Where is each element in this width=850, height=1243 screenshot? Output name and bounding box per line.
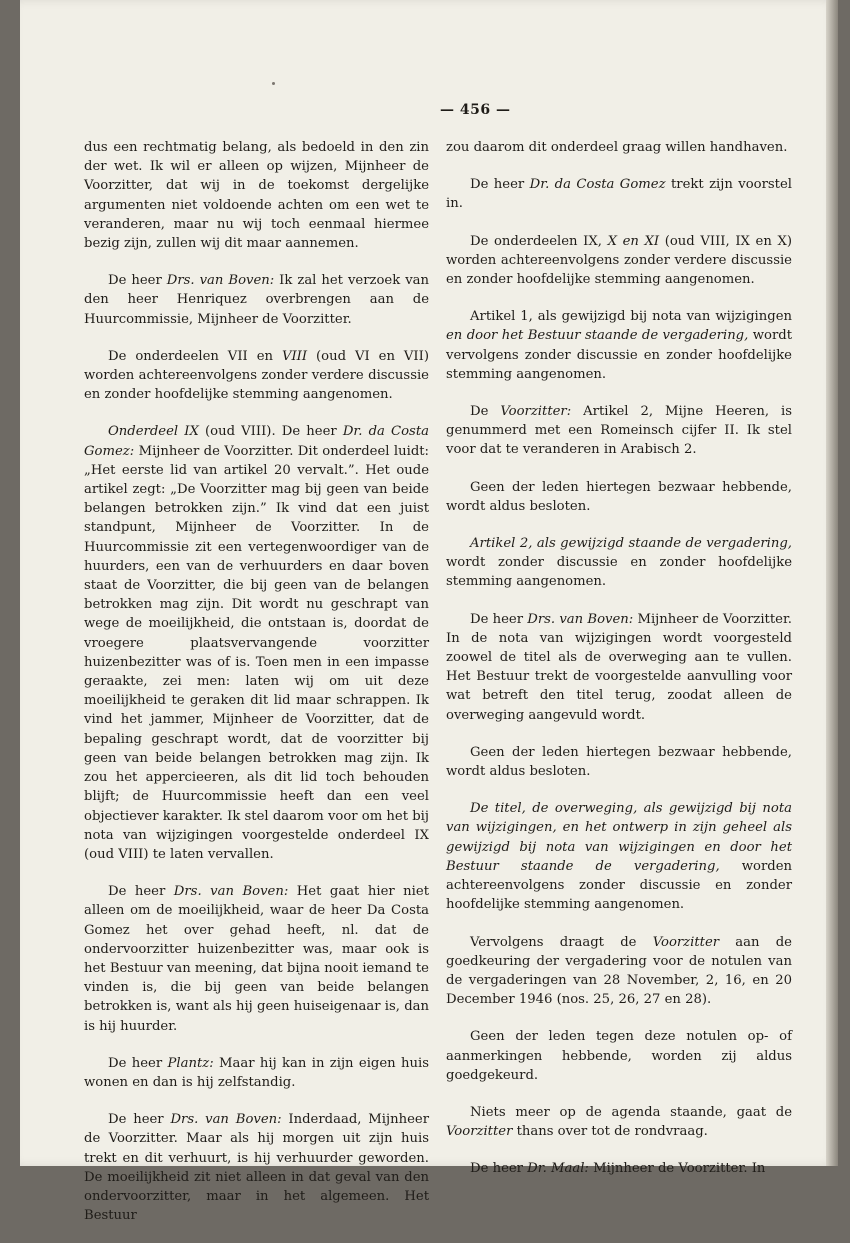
text-run: (oud VIII, IX en X) worden achtereenvolgens zonder verdere discussie en zonder hoofdelijke stemming aangenomen. bbox=[446, 233, 792, 288]
text-run: Inderdaad, Mijnheer de Voorzitter. Maar als hij morgen uit zijn huis trekt en dit verhuurt, is hij verhuurder geworden. De moeilijkheid zit niet alleen in dat geval van den ondervoorzitter, maar in het algemeen. Het Bestuur bbox=[84, 1112, 429, 1224]
page-edge-shadow bbox=[826, 0, 838, 1166]
paragraph bbox=[84, 347, 429, 405]
italic-text: Dr. da Costa Gomez: bbox=[84, 424, 429, 459]
paragraph bbox=[446, 610, 792, 725]
text-run: (oud VI en VII) worden achtereenvolgens zonder verdere discussie en zonder hoofdelijke stemming aangenomen. bbox=[84, 348, 429, 403]
text-run: De heer bbox=[470, 177, 530, 193]
text-run: thans over tot de rondvraag. bbox=[512, 1124, 708, 1140]
text-run: Vervolgens draagt de bbox=[470, 934, 653, 950]
paragraph bbox=[446, 1159, 792, 1178]
text-run: Geen der leden tegen deze notulen op- of aanmerkingen hebbende, worden zij aldus goedgekeurd. bbox=[446, 1029, 792, 1083]
paragraph bbox=[446, 799, 792, 914]
text-run: worden achtereenvolgens zonder discussie en zonder hoofdelijke stemming aangenomen. bbox=[446, 858, 792, 913]
italic-text: en door het Bestuur staande de vergadering, bbox=[446, 328, 749, 344]
italic-text: Dr. da Costa Gomez bbox=[529, 177, 666, 193]
text-run: Het gaat hier niet alleen om de moeilijkheid, waar de heer Da Costa Gomez het over gehad heeft, nl. dat de ondervoorzitter huizenbezitter was, maar ook is het Bestuur van meening, dat bijna nooit iemand te vinden is, die bij geen van beide belangen betrokken is, want als hij geen huiseigenaar is, dan is hij huurder. bbox=[84, 884, 429, 1034]
text-run: dus een rechtmatig belang, als bedoeld in den zin der wet. Ik wil er alleen op wijzen, Mijnheer de Voorzitter, dat wij in de toekomst dergelijke argumenten niet voldoende achten om een wet te veranderen, maar nu wij toch eenmaal hiermee bezig zijn, zullen wij dit maar aannemen. bbox=[84, 140, 429, 252]
paragraph bbox=[446, 1027, 792, 1085]
paragraph bbox=[446, 402, 792, 460]
right-column bbox=[446, 138, 792, 1197]
italic-text: Onderdeel IX bbox=[108, 424, 199, 440]
text-run: De onderdeelen VII en bbox=[108, 348, 282, 364]
text-run: Niets meer op de agenda staande, gaat de bbox=[470, 1104, 792, 1120]
text-run: Ik zal het verzoek van den heer Henriquez overbrengen aan de Huurcommissie, Mijnheer de Voorzitter. bbox=[84, 273, 429, 327]
italic-text: Voorzitter bbox=[446, 1124, 513, 1140]
paragraph bbox=[446, 175, 792, 213]
text-run: De heer bbox=[108, 273, 167, 289]
text-run: De heer bbox=[470, 611, 528, 627]
paragraph bbox=[84, 1054, 429, 1092]
paragraph bbox=[446, 933, 792, 1010]
italic-text: Drs. van Boven: bbox=[173, 884, 289, 900]
italic-text: De titel, de overweging, als gewijzigd bij nota van wijzigingen, en het ontwerp in zijn geheel als gewijzigd bij nota van wijzigingen en door het Bestuur staande de vergadering, bbox=[446, 801, 792, 874]
paragraph bbox=[84, 882, 429, 1036]
text-run: De heer bbox=[470, 1161, 528, 1177]
paragraph bbox=[446, 534, 792, 592]
text-run: zou daarom dit onderdeel graag willen handhaven. bbox=[446, 140, 788, 155]
italic-text: Drs. van Boven: bbox=[527, 611, 634, 627]
italic-text: Dr. Maal: bbox=[527, 1161, 589, 1177]
text-run: Maar hij kan in zijn eigen huis wonen en dan is hij zelfstandig. bbox=[84, 1055, 429, 1090]
italic-text: VIII bbox=[281, 348, 308, 364]
italic-text: X en XI bbox=[607, 233, 660, 249]
paragraph bbox=[84, 1110, 429, 1225]
text-run: Artikel 1, als gewijzigd bij nota van wijzigingen bbox=[470, 309, 792, 325]
text-run: De heer bbox=[108, 1112, 171, 1128]
paragraph bbox=[446, 743, 792, 781]
paragraph bbox=[84, 271, 429, 329]
paragraph bbox=[446, 307, 792, 384]
text-run: trekt zijn voorstel in. bbox=[446, 177, 792, 212]
italic-text: Voorzitter bbox=[652, 934, 720, 950]
italic-text: Drs. van Boven: bbox=[170, 1112, 282, 1128]
italic-text: Drs. van Boven: bbox=[166, 273, 275, 289]
text-run: De heer bbox=[108, 1055, 168, 1071]
page-number: — 456 — bbox=[440, 102, 511, 118]
paragraph bbox=[446, 1103, 792, 1141]
text-run: aan de goedkeuring der vergadering voor de notulen van de vergaderingen van 28 November, 2, 16, en 20 December 1946 (nos. 25, 26, 27 en 28). bbox=[446, 934, 792, 1008]
text-run: wordt vervolgens zonder discussie en zonder hoofdelijke stemming aangenomen. bbox=[446, 328, 793, 382]
text-run: wordt zonder discussie en zonder hoofdelijke stemming aangenomen. bbox=[446, 555, 792, 590]
document-page bbox=[20, 0, 838, 1224]
text-run: De bbox=[470, 404, 501, 420]
paragraph bbox=[446, 232, 792, 290]
paragraph bbox=[84, 138, 429, 253]
paragraph bbox=[84, 422, 429, 864]
text-run: Mijnheer de Voorzitter. In bbox=[588, 1161, 766, 1177]
text-run: De onderdeelen IX, bbox=[470, 233, 608, 249]
text-run: Artikel 2, Mijne Heeren, is genummerd met een Romeinsch cijfer II. Ik stel voor dat te veranderen in Arabisch 2. bbox=[446, 404, 792, 458]
paragraph bbox=[446, 478, 792, 516]
text-run: Geen der leden hiertegen bezwaar hebbende, wordt aldus besloten. bbox=[446, 744, 792, 780]
left-column bbox=[84, 138, 429, 1243]
text-run: Mijnheer de Voorzitter. In de nota van wijzigingen wordt voorgesteld zoowel de titel als de overweging aan te vullen. Het Bestuur trekt de voorgestelde aanvulling voor wat betreft den titel terug, zoodat alleen de overweging aangevuld wordt. bbox=[446, 611, 792, 723]
text-run: De heer bbox=[108, 884, 174, 900]
italic-text: Voorzitter: bbox=[500, 404, 572, 420]
italic-text: Plantz: bbox=[167, 1055, 214, 1071]
text-run: Geen der leden hiertegen bezwaar hebbende, wordt aldus besloten. bbox=[446, 479, 792, 514]
text-run: Mijnheer de Voorzitter. Dit onderdeel luidt: „Het eerste lid van artikel 20 vervalt.”. Het oude artikel zegt: „De Voorzitter mag bij geen van beide belangen betrokken zijn.” Ik vind dat een juist standpunt, Mijnheer de Voorzitter. In de Huurcommissie zit een vertegenwoordiger van de huurders, een van de verhuurders en daar boven staat de Voorzitter, die bij geen van de belangen betrokken mag zijn. Dit wordt nu geschrapt van wege de moeilijkheid, die ontstaan is, doordat de vroegere plaatsvervangende voorzitter huizenbezitter was of is. Toen men in een impasse geraakte, zei men: laten wij om uit deze moeilijkheid te geraken dit lid maar schrappen. Ik vind het jammer, Mijnheer de Voorzitter, dat de bepaling geschrapt wordt, dat de voorzitter bij geen van beide belangen betrokken mag zijn. Ik zou het appercieeren, als dit lid toch behouden blijft; de Huurcommissie heeft dan een veel objectiever karakter. Ik stel daarom voor om het bij nota van wijzigingen voorgestelde onderdeel IX (oud VIII) te laten vervallen. bbox=[84, 443, 429, 862]
text-run: (oud VIII). De heer bbox=[198, 424, 343, 440]
paragraph bbox=[446, 138, 792, 157]
paper-speck bbox=[272, 82, 275, 85]
italic-text: Artikel 2, als gewijzigd staande de vergadering, bbox=[470, 536, 792, 552]
